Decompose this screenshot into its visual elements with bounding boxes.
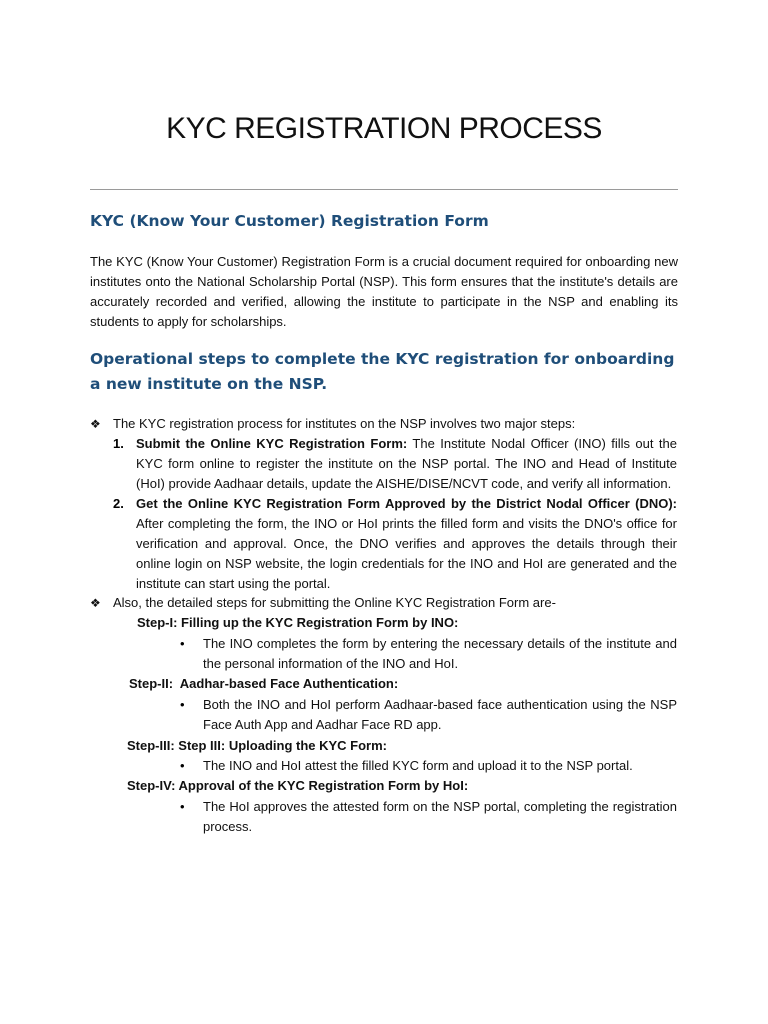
step-item-submit-form — [136, 434, 677, 494]
bullet-detailed-steps: Also, the detailed steps for submitting the Online KYC Registration Form are- — [113, 595, 556, 610]
section-heading-operational-steps: Operational steps to complete the KYC registration for onboarding a new institute on the NSP. — [90, 350, 675, 393]
diamond-bullet-icon: ❖ — [90, 596, 101, 610]
substep-detail: Both the INO and HoI perform Aadhaar-based face authentication using the NSP Face Auth App and Aadhar Face RD app. — [203, 697, 677, 732]
bullet-dot-icon: • — [180, 758, 185, 773]
substep-label: Step-IV: Approval of the KYC Registration Form by HoI: — [127, 778, 469, 793]
substep-label: Step-II: Aadhar-based Face Authentication: — [129, 676, 399, 691]
kyc-form-description: The KYC (Know Your Customer) Registration Form is a crucial document required for onboarding new institutes onto the National Scholarship Portal (NSP). This form ensures that the institute's details are accurately recorded and verified, allowing the institute to participate in the NSP and enabling its students to apply for scholarships. — [90, 254, 678, 329]
bullet-dot-icon: • — [180, 636, 185, 651]
step-text: After completing the form, the INO or HoI prints the filled form and visits the DNO's office for verification and approval. Once, the DNO verifies and approves the details through their online login on NSP website, the login credentials for the INO and HoI are generated and the institute can start using the portal. — [136, 516, 677, 591]
bullet-two-major-steps: The KYC registration process for institutes on the NSP involves two major steps: — [113, 416, 576, 431]
step-number: 1. — [113, 436, 124, 451]
page-title: KYC REGISTRATION PROCESS — [166, 112, 602, 145]
step-number: 2. — [113, 496, 124, 511]
step-text: The Institute Nodal Officer (INO) fills out the KYC form online to register the institute on the NSP portal. The INO and Head of Institute (HoI) provide Aadhaar details, update the AISHE/DISE/NCVT code, and verify all information. — [136, 436, 677, 491]
substep-label: Step-III: Step III: Uploading the KYC Form: — [127, 738, 387, 753]
substep-detail: The INO completes the form by entering the necessary details of the institute and the personal information of the INO and HoI. — [203, 636, 677, 671]
bullet-dot-icon: • — [180, 697, 185, 712]
step-item-dno-approval — [136, 494, 677, 594]
bullet-dot-icon: • — [180, 799, 185, 814]
substep-label: Step-I: Filling up the KYC Registration Form by INO: — [137, 615, 459, 630]
diamond-bullet-icon: ❖ — [90, 417, 101, 431]
step-title: Submit the Online KYC Registration Form: — [136, 436, 408, 451]
title-divider — [90, 189, 678, 190]
section-heading-kyc-form: KYC (Know Your Customer) Registration Form — [90, 212, 489, 230]
step-title: Get the Online KYC Registration Form Approved by the District Nodal Officer (DNO): — [136, 496, 677, 511]
substep-detail: The HoI approves the attested form on the NSP portal, completing the registration process. — [203, 799, 677, 834]
substep-detail: The INO and HoI attest the filled KYC form and upload it to the NSP portal. — [203, 758, 633, 773]
